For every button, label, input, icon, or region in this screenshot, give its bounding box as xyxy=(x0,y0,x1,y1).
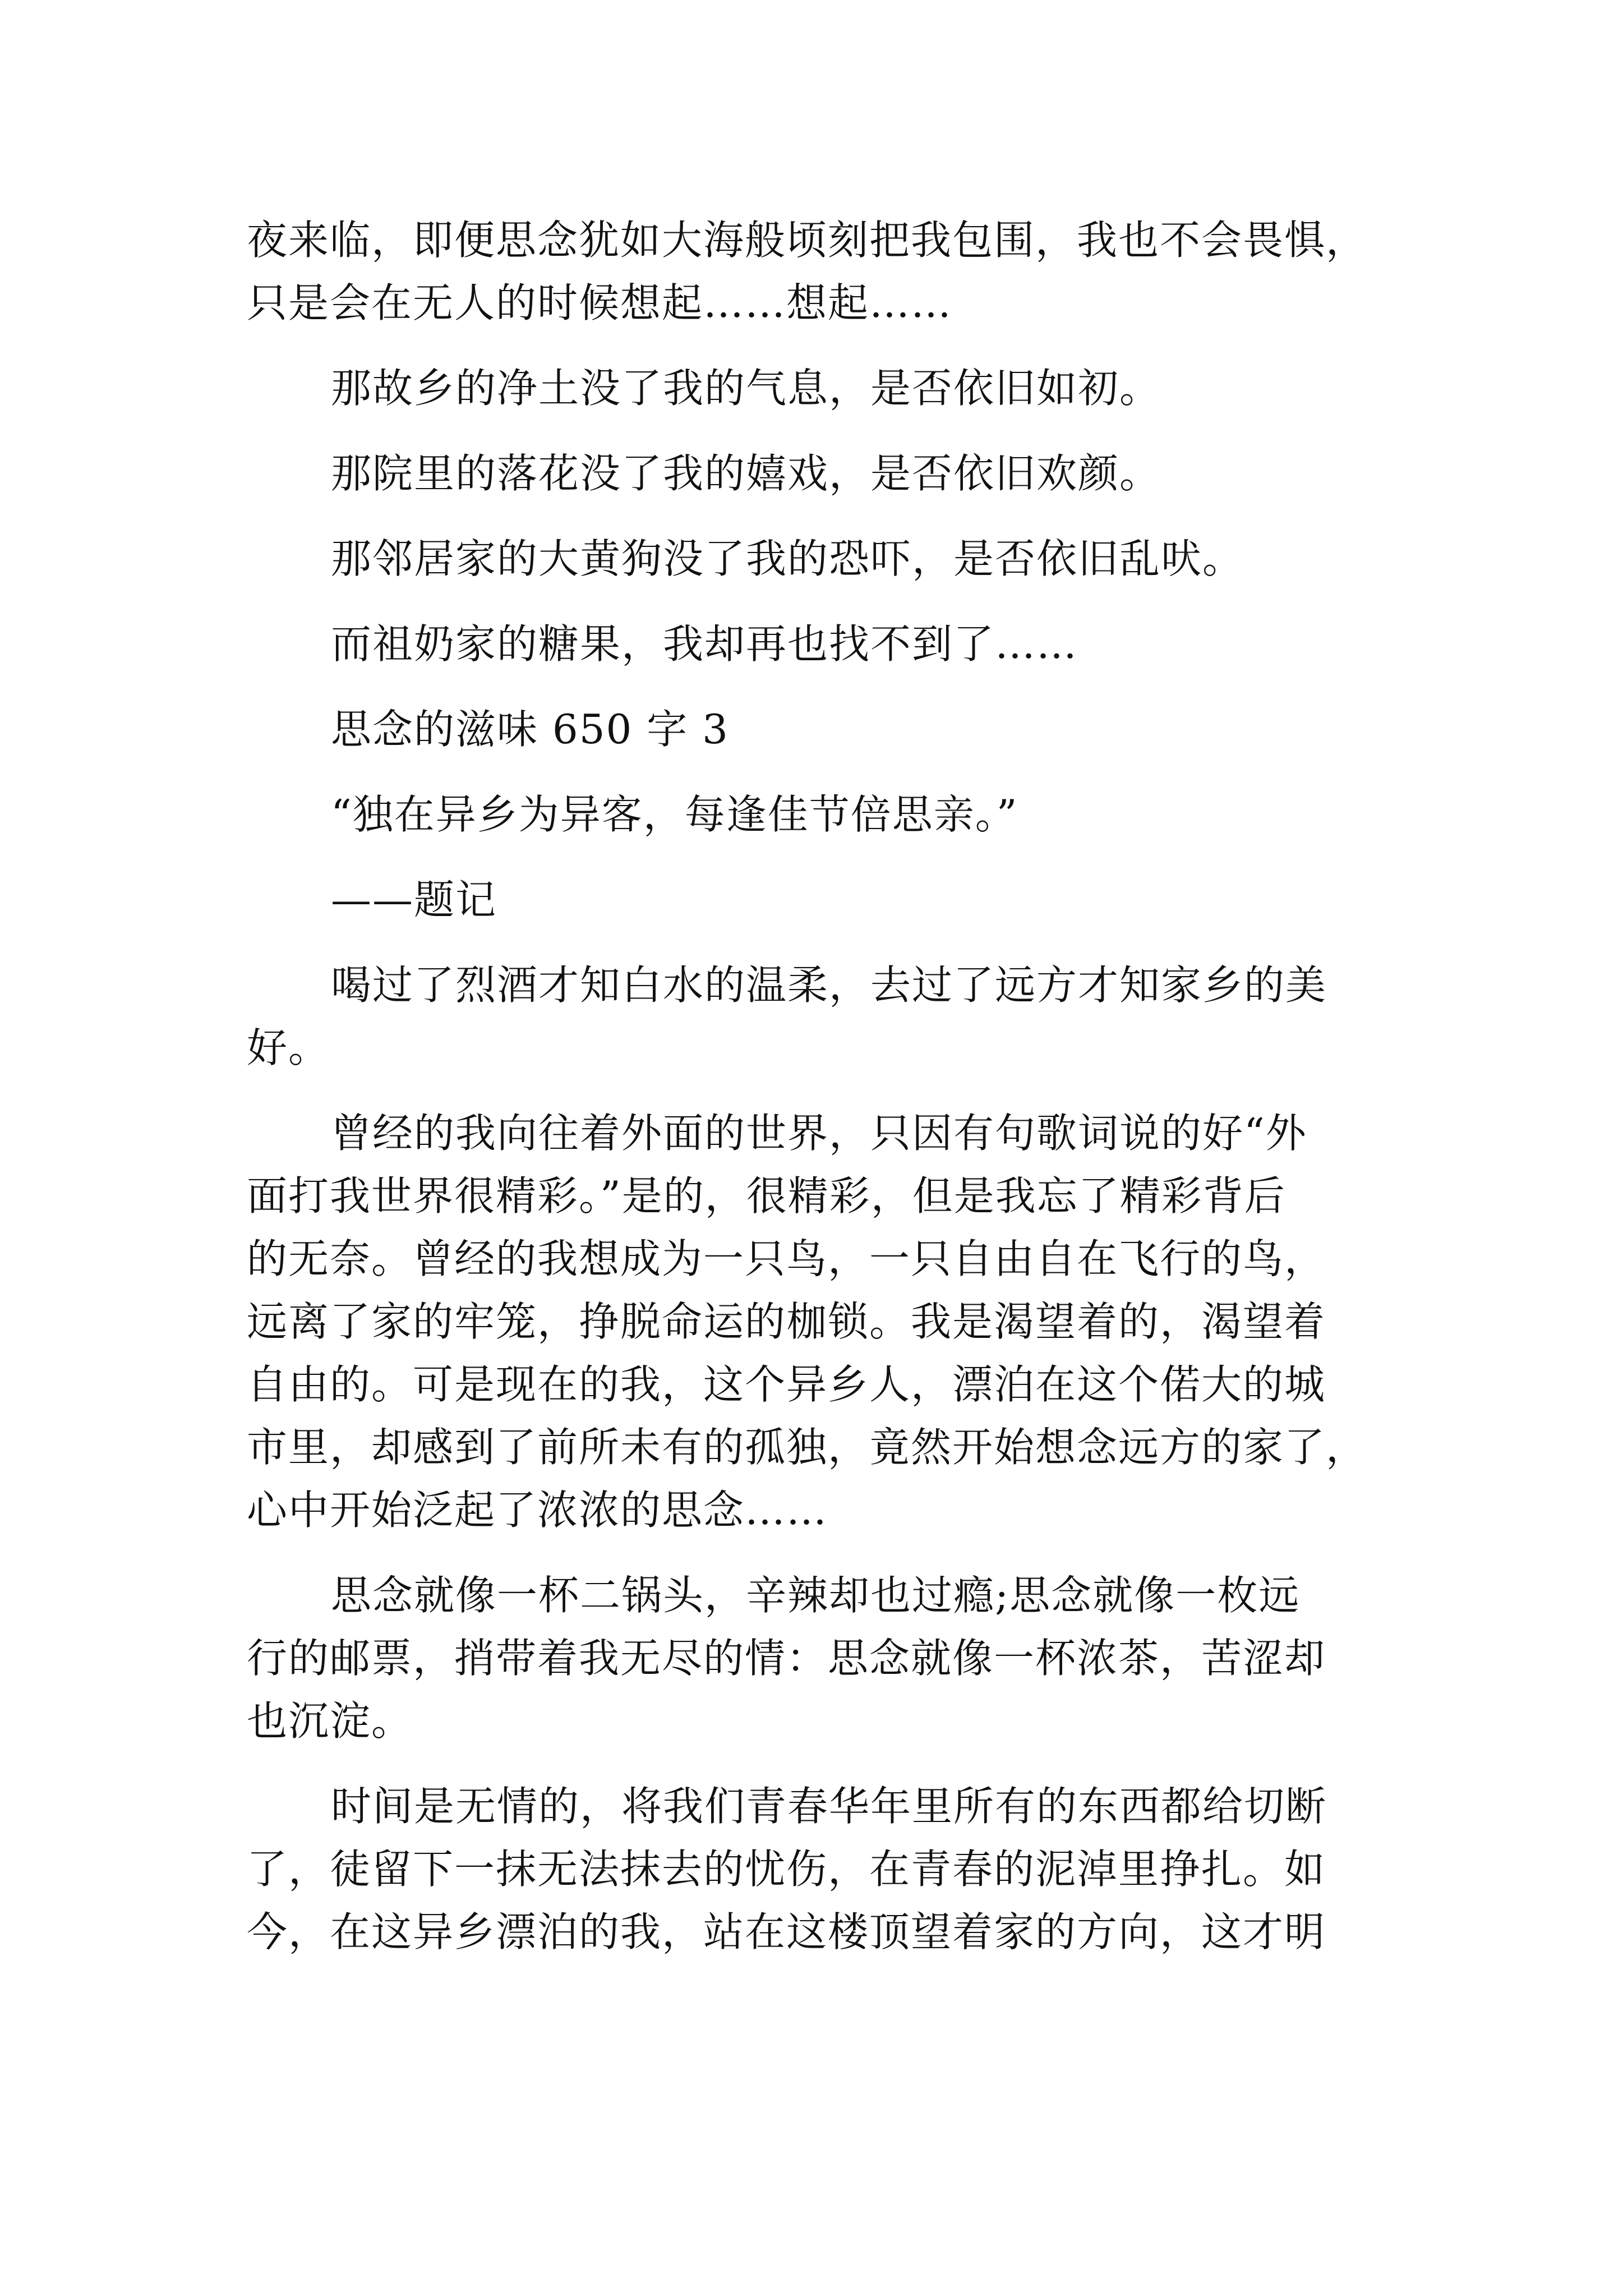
text-line: 思念的滋味 650 字 3 xyxy=(331,706,729,753)
paragraph xyxy=(247,1102,1391,1542)
text-line: 只是会在无人的时候想起……想起…… xyxy=(247,279,953,326)
text-line: 时间是无情的，将我们青春华年里所有的东西都给切断 xyxy=(331,1783,1327,1830)
text-line: 心中开始泛起了浓浓的思念…… xyxy=(247,1487,828,1534)
text-line: 曾经的我向往着外面的世界，只因有句歌词说的好“外 xyxy=(331,1110,1307,1157)
paragraph xyxy=(247,357,1391,420)
text-line: 那故乡的净土没了我的气息，是否依旧如初。 xyxy=(331,365,1161,412)
epigraph-attribution xyxy=(247,868,1391,931)
text-line: 喝过了烈酒才知白水的温柔，去过了远方才知家乡的美 xyxy=(331,961,1327,1009)
paragraph xyxy=(247,954,1391,1079)
text-line: 行的邮票，捎带着我无尽的情：思念就像一杯浓茶，苦涩却 xyxy=(247,1635,1326,1682)
epigraph xyxy=(247,783,1391,846)
text-line: 的无奈。曾经的我想成为一只鸟，一只自由自在飞行的鸟， xyxy=(247,1235,1326,1282)
text-line: 那院里的落花没了我的嬉戏，是否依旧欢颜。 xyxy=(331,450,1161,497)
document-body xyxy=(247,209,1391,1963)
text-line: 自由的。可是现在的我，这个异乡人，漂泊在这个偌大的城 xyxy=(247,1361,1326,1408)
paragraph xyxy=(247,613,1391,675)
text-line: 今，在这异乡漂泊的我，站在这楼顶望着家的方向，这才明 xyxy=(247,1908,1326,1955)
text-line: 远离了家的牢笼，挣脱命运的枷锁。我是渴望着的，渴望着 xyxy=(247,1298,1326,1345)
text-line: 那邻居家的大黄狗没了我的恐吓，是否依旧乱吠。 xyxy=(331,535,1244,582)
paragraph xyxy=(247,1775,1391,1963)
text-line: 市里，却感到了前所未有的孤独，竟然开始想念远方的家了， xyxy=(247,1424,1368,1471)
text-line: “独在异乡为异客，每逢佳节倍思亲。” xyxy=(331,791,1018,838)
text-line: ——题记 xyxy=(331,876,497,923)
text-line: 好。 xyxy=(247,1024,330,1071)
text-line: 思念就像一杯二锅头，辛辣却也过瘾;思念就像一枚远 xyxy=(331,1572,1301,1619)
text-line: 而祖奶家的糖果，我却再也找不到了…… xyxy=(331,620,1078,668)
paragraph xyxy=(247,527,1391,590)
text-line: 了，徒留下一抹无法抹去的忧伤，在青春的泥淖里挣扎。如 xyxy=(247,1846,1326,1893)
text-line: 面打我世界很精彩。”是的，很精彩，但是我忘了精彩背后 xyxy=(247,1172,1286,1220)
paragraph xyxy=(247,209,1391,334)
paragraph xyxy=(247,442,1391,505)
text-line: 夜来临，即便思念犹如大海般顷刻把我包围，我也不会畏惧， xyxy=(247,217,1368,264)
text-line: 也沉淀。 xyxy=(247,1697,413,1745)
paragraph xyxy=(247,1564,1391,1752)
section-heading xyxy=(247,698,1391,761)
